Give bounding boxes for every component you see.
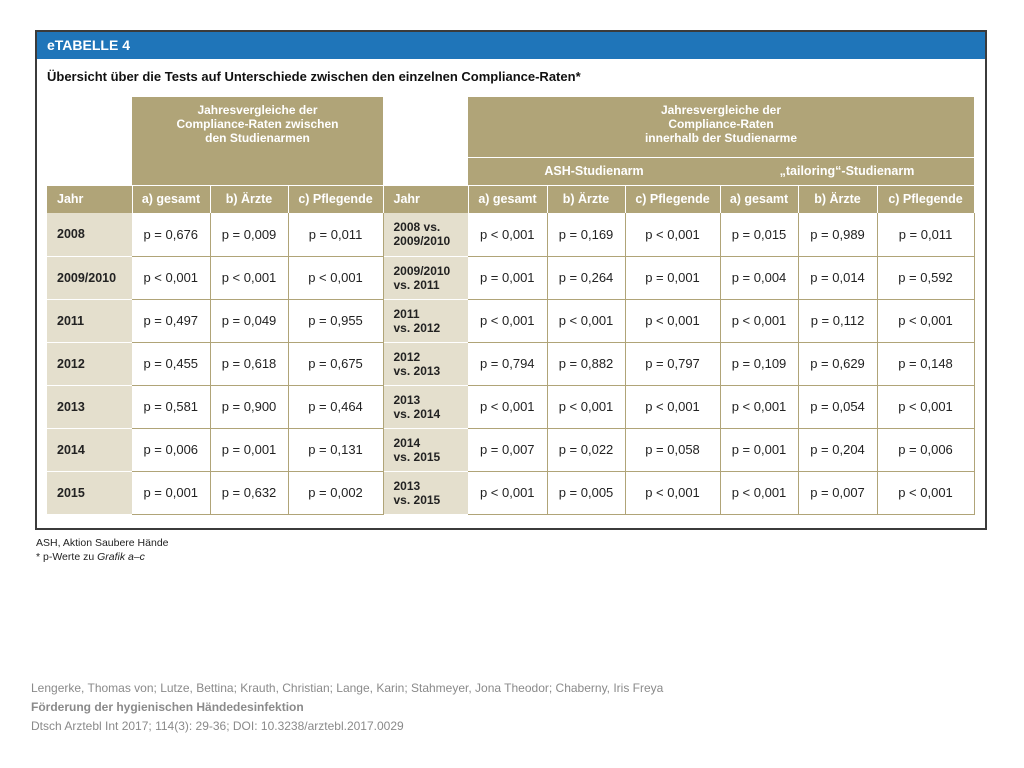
pvalue-table xyxy=(47,97,975,515)
p-value-cell: p < 0,001 xyxy=(468,385,547,428)
column-header-tailoring-gesamt: a) gesamt xyxy=(720,185,798,213)
table-row xyxy=(47,213,974,256)
table-figure xyxy=(35,30,987,530)
p-value-cell: p < 0,001 xyxy=(132,256,210,299)
row-comparison xyxy=(383,385,468,428)
footnote-figure-ref: Grafik a–c xyxy=(97,551,145,563)
p-value-cell: p = 0,015 xyxy=(720,213,798,256)
footnote-abbreviation: ASH, Aktion Saubere Hände xyxy=(36,537,169,549)
p-value-cell: p = 0,054 xyxy=(798,385,877,428)
p-value-cell: p = 0,169 xyxy=(547,213,625,256)
row-year: 2013 xyxy=(47,385,132,428)
p-value-cell: p = 0,004 xyxy=(720,256,798,299)
p-value-cell: p = 0,629 xyxy=(798,342,877,385)
p-value-cell: p = 0,049 xyxy=(210,299,288,342)
p-value-cell: p < 0,001 xyxy=(720,385,798,428)
p-value-cell: p = 0,148 xyxy=(877,342,974,385)
table-row xyxy=(47,342,974,385)
p-value-cell: p = 0,131 xyxy=(288,428,383,471)
comparison-line: 2008 vs. xyxy=(393,220,441,235)
p-value-cell: p = 0,002 xyxy=(288,471,383,514)
column-header-ash-pflegende: c) Pflegende xyxy=(625,185,720,213)
p-value-cell: p = 0,014 xyxy=(798,256,877,299)
table-title xyxy=(47,69,581,84)
p-value-cell: p < 0,001 xyxy=(547,385,625,428)
footnote-prefix: * p-Werte zu xyxy=(36,551,98,563)
column-header-aerzte: b) Ärzte xyxy=(210,185,288,213)
p-value-cell: p = 0,112 xyxy=(798,299,877,342)
p-value-cell: p < 0,001 xyxy=(625,213,720,256)
column-header-gesamt: a) gesamt xyxy=(132,185,210,213)
table-row xyxy=(47,256,974,299)
comparison-line: 2014 xyxy=(393,435,421,450)
p-value-cell: p = 0,011 xyxy=(288,213,383,256)
table-row xyxy=(47,299,974,342)
p-value-cell: p = 0,006 xyxy=(877,428,974,471)
row-year: 2009/2010 xyxy=(47,256,132,299)
p-value-cell: p = 0,797 xyxy=(625,342,720,385)
row-year: 2015 xyxy=(47,471,132,514)
p-value-cell: p < 0,001 xyxy=(625,299,720,342)
column-header-ash-gesamt: a) gesamt xyxy=(468,185,547,213)
p-value-cell: p = 0,022 xyxy=(547,428,625,471)
group-right-line-3: innerhalb der Studienarme xyxy=(644,131,798,145)
p-value-cell: p < 0,001 xyxy=(625,471,720,514)
p-value-cell: p < 0,001 xyxy=(468,299,547,342)
p-value-cell: p = 0,464 xyxy=(288,385,383,428)
p-value-cell: p = 0,001 xyxy=(720,428,798,471)
comparison-line: 2011 xyxy=(393,306,420,321)
comparison-line: vs. 2015 xyxy=(393,449,441,464)
group-header-within-arms xyxy=(468,97,974,157)
p-value-cell: p = 0,581 xyxy=(132,385,210,428)
p-value-cell: p = 0,204 xyxy=(798,428,877,471)
p-value-cell: p = 0,618 xyxy=(210,342,288,385)
p-value-cell: p = 0,009 xyxy=(210,213,288,256)
comparison-line: vs. 2013 xyxy=(393,363,441,378)
p-value-cell: p < 0,001 xyxy=(877,299,974,342)
p-value-cell: p = 0,989 xyxy=(798,213,877,256)
group-header-between-arms xyxy=(132,97,383,185)
comparison-line: 2013 xyxy=(393,392,421,407)
p-value-cell: p = 0,900 xyxy=(210,385,288,428)
arm-header-ash: ASH-Studienarm xyxy=(468,157,720,185)
p-value-cell: p = 0,675 xyxy=(288,342,383,385)
comparison-line: 2013 xyxy=(393,478,421,493)
row-comparison xyxy=(383,299,468,342)
group-right-line-2: Compliance-Raten xyxy=(668,117,774,131)
column-header-tailoring-pflegende: c) Pflegende xyxy=(877,185,974,213)
p-value-cell: p = 0,676 xyxy=(132,213,210,256)
p-value-cell: p = 0,955 xyxy=(288,299,383,342)
p-value-cell: p < 0,001 xyxy=(210,256,288,299)
p-value-cell: p = 0,632 xyxy=(210,471,288,514)
row-year: 2012 xyxy=(47,342,132,385)
comparison-line: 2009/2010 xyxy=(393,263,451,278)
footnote-pvalues xyxy=(36,550,169,564)
column-header-year-left: Jahr xyxy=(47,185,132,213)
p-value-cell: p = 0,001 xyxy=(210,428,288,471)
comparison-line: vs. 2014 xyxy=(393,406,441,421)
citation-reference: Dtsch Arztebl Int 2017; 114(3): 29-36; DOI: 10.3238/arztebl.2017.0029 xyxy=(31,719,404,733)
p-value-cell: p = 0,007 xyxy=(468,428,547,471)
table-row xyxy=(47,471,974,514)
row-comparison xyxy=(383,256,468,299)
p-value-cell: p = 0,007 xyxy=(798,471,877,514)
table-title-marker: * xyxy=(575,69,581,84)
p-value-cell: p < 0,001 xyxy=(720,299,798,342)
table-title-text: Übersicht über die Tests auf Unterschiede zwischen den einzelnen Compliance-Raten xyxy=(47,69,576,84)
comparison-line: vs. 2011 xyxy=(393,277,440,292)
p-value-cell: p = 0,592 xyxy=(877,256,974,299)
p-value-cell: p = 0,058 xyxy=(625,428,720,471)
citation xyxy=(31,679,663,736)
p-value-cell: p < 0,001 xyxy=(720,471,798,514)
p-value-cell: p = 0,001 xyxy=(625,256,720,299)
table-badge: eTABELLE 4 xyxy=(37,32,985,59)
group-right-line-1: Jahresvergleiche der xyxy=(660,103,782,117)
p-value-cell: p = 0,882 xyxy=(547,342,625,385)
p-value-cell: p = 0,109 xyxy=(720,342,798,385)
column-header-ash-aerzte: b) Ärzte xyxy=(547,185,625,213)
row-comparison xyxy=(383,471,468,514)
row-year: 2008 xyxy=(47,213,132,256)
comparison-line: vs. 2015 xyxy=(393,492,441,507)
corner-blank-middle xyxy=(383,97,468,157)
p-value-cell: p < 0,001 xyxy=(468,471,547,514)
column-header-pflegende: c) Pflegende xyxy=(288,185,383,213)
group-left-line-1: Jahresvergleiche der xyxy=(197,103,318,117)
comparison-line: 2009/2010 xyxy=(393,234,451,249)
p-value-cell: p = 0,455 xyxy=(132,342,210,385)
p-value-cell: p = 0,005 xyxy=(547,471,625,514)
row-comparison xyxy=(383,213,468,256)
p-value-cell: p = 0,001 xyxy=(132,471,210,514)
p-value-cell: p = 0,001 xyxy=(468,256,547,299)
citation-title: Förderung der hygienischen Händedesinfektion xyxy=(31,700,304,714)
p-value-cell: p = 0,264 xyxy=(547,256,625,299)
p-value-cell: p < 0,001 xyxy=(877,471,974,514)
row-year: 2011 xyxy=(47,299,132,342)
table-row xyxy=(47,385,974,428)
p-value-cell: p < 0,001 xyxy=(877,385,974,428)
p-value-cell: p < 0,001 xyxy=(625,385,720,428)
p-value-cell: p < 0,001 xyxy=(468,213,547,256)
group-left-line-2: Compliance-Raten zwischen xyxy=(176,117,339,131)
p-value-cell: p = 0,497 xyxy=(132,299,210,342)
p-value-cell: p = 0,794 xyxy=(468,342,547,385)
comparison-line: vs. 2012 xyxy=(393,320,441,335)
table-body xyxy=(47,213,974,514)
table-footnotes xyxy=(36,536,169,564)
arm-header-tailoring: „tailoring“-Studienarm xyxy=(720,157,974,185)
row-comparison xyxy=(383,342,468,385)
table-row xyxy=(47,428,974,471)
corner-blank-left xyxy=(47,97,132,157)
citation-authors: Lengerke, Thomas von; Lutze, Bettina; Krauth, Christian; Lange, Karin; Stahmeyer, Jona Theodor; Chaberny, Iris Freya xyxy=(31,681,664,695)
p-value-cell: p < 0,001 xyxy=(547,299,625,342)
column-header-tailoring-aerzte: b) Ärzte xyxy=(798,185,877,213)
p-value-cell: p = 0,006 xyxy=(132,428,210,471)
p-value-cell: p = 0,011 xyxy=(877,213,974,256)
column-header-year-right: Jahr xyxy=(383,185,468,213)
row-year: 2014 xyxy=(47,428,132,471)
p-value-cell: p < 0,001 xyxy=(288,256,383,299)
comparison-line: 2012 xyxy=(393,349,421,364)
group-left-line-3: den Studienarmen xyxy=(205,131,310,145)
row-comparison xyxy=(383,428,468,471)
